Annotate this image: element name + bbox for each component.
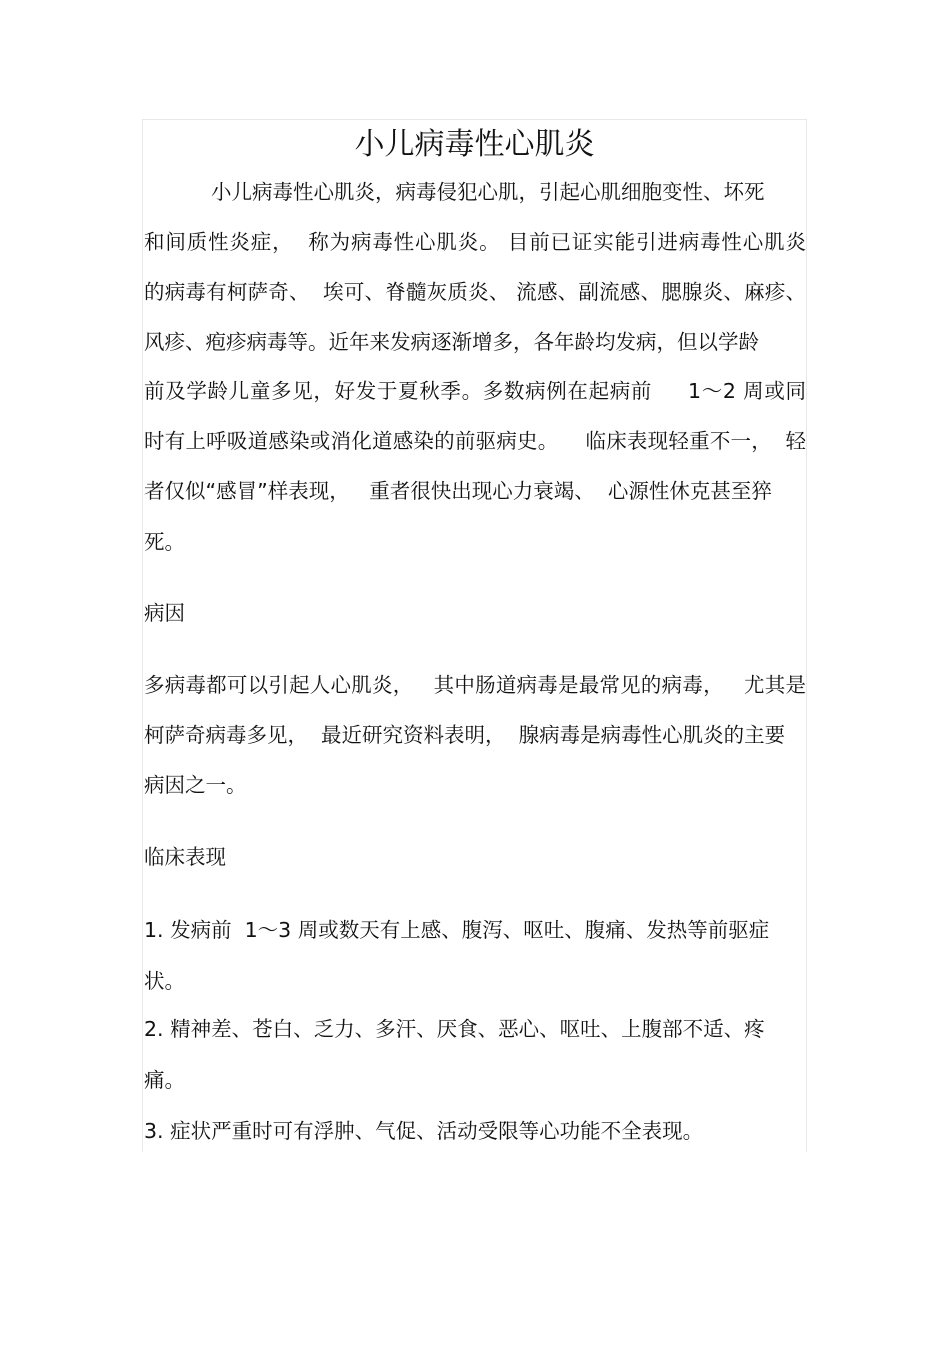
clinical-heading: 临床表现	[144, 845, 226, 869]
clinical-line-1: 1. 发病前 1～3 周或数天有上感、腹泻、呕吐、腹痛、发热等前驱症	[144, 918, 770, 942]
intro-line-3: 的病毒有柯萨奇、 埃可、脊髓灰质炎、 流感、副流感、腮腺炎、麻疹、	[144, 280, 806, 304]
cause-heading: 病因	[144, 601, 185, 625]
cause-line-1: 多病毒都可以引起人心肌炎， 其中肠道病毒是最常见的病毒， 尤其是	[144, 673, 806, 697]
intro-line-1: 小儿病毒性心肌炎，病毒侵犯心肌，引起心肌细胞变性、坏死	[211, 180, 765, 204]
intro-line-6: 时有上呼吸道感染或消化道感染的前驱病史。 临床表现轻重不一， 轻	[144, 429, 806, 453]
intro-line-2: 和间质性炎症， 称为病毒性心肌炎。 目前已证实能引进病毒性心肌炎	[144, 230, 806, 254]
cause-line-3: 病因之一。	[144, 773, 247, 797]
intro-line-4: 风疹、疱疹病毒等。近年来发病逐渐增多，各年龄均发病，但以学龄	[144, 330, 759, 354]
page-frame	[142, 119, 807, 1152]
intro-line-7: 者仅似“感冒”样表现， 重者很快出现心力衰竭、 心源性休克甚至猝	[144, 479, 772, 503]
clinical-line-5: 3. 症状严重时可有浮肿、气促、活动受限等心功能不全表现。	[144, 1119, 704, 1143]
intro-line-5: 前及学龄儿童多见，好发于夏秋季。多数病例在起病前 1～2 周或同	[144, 379, 806, 403]
clinical-line-2: 状。	[144, 969, 185, 993]
clinical-line-4: 痛。	[144, 1068, 185, 1092]
intro-line-8: 死。	[144, 530, 185, 554]
clinical-line-3: 2. 精神差、苍白、乏力、多汗、厌食、恶心、呕吐、上腹部不适、疼	[144, 1017, 765, 1041]
document-title: 小儿病毒性心肌炎	[354, 127, 595, 162]
cause-line-2: 柯萨奇病毒多见， 最近研究资料表明， 腺病毒是病毒性心肌炎的主要	[144, 723, 786, 747]
